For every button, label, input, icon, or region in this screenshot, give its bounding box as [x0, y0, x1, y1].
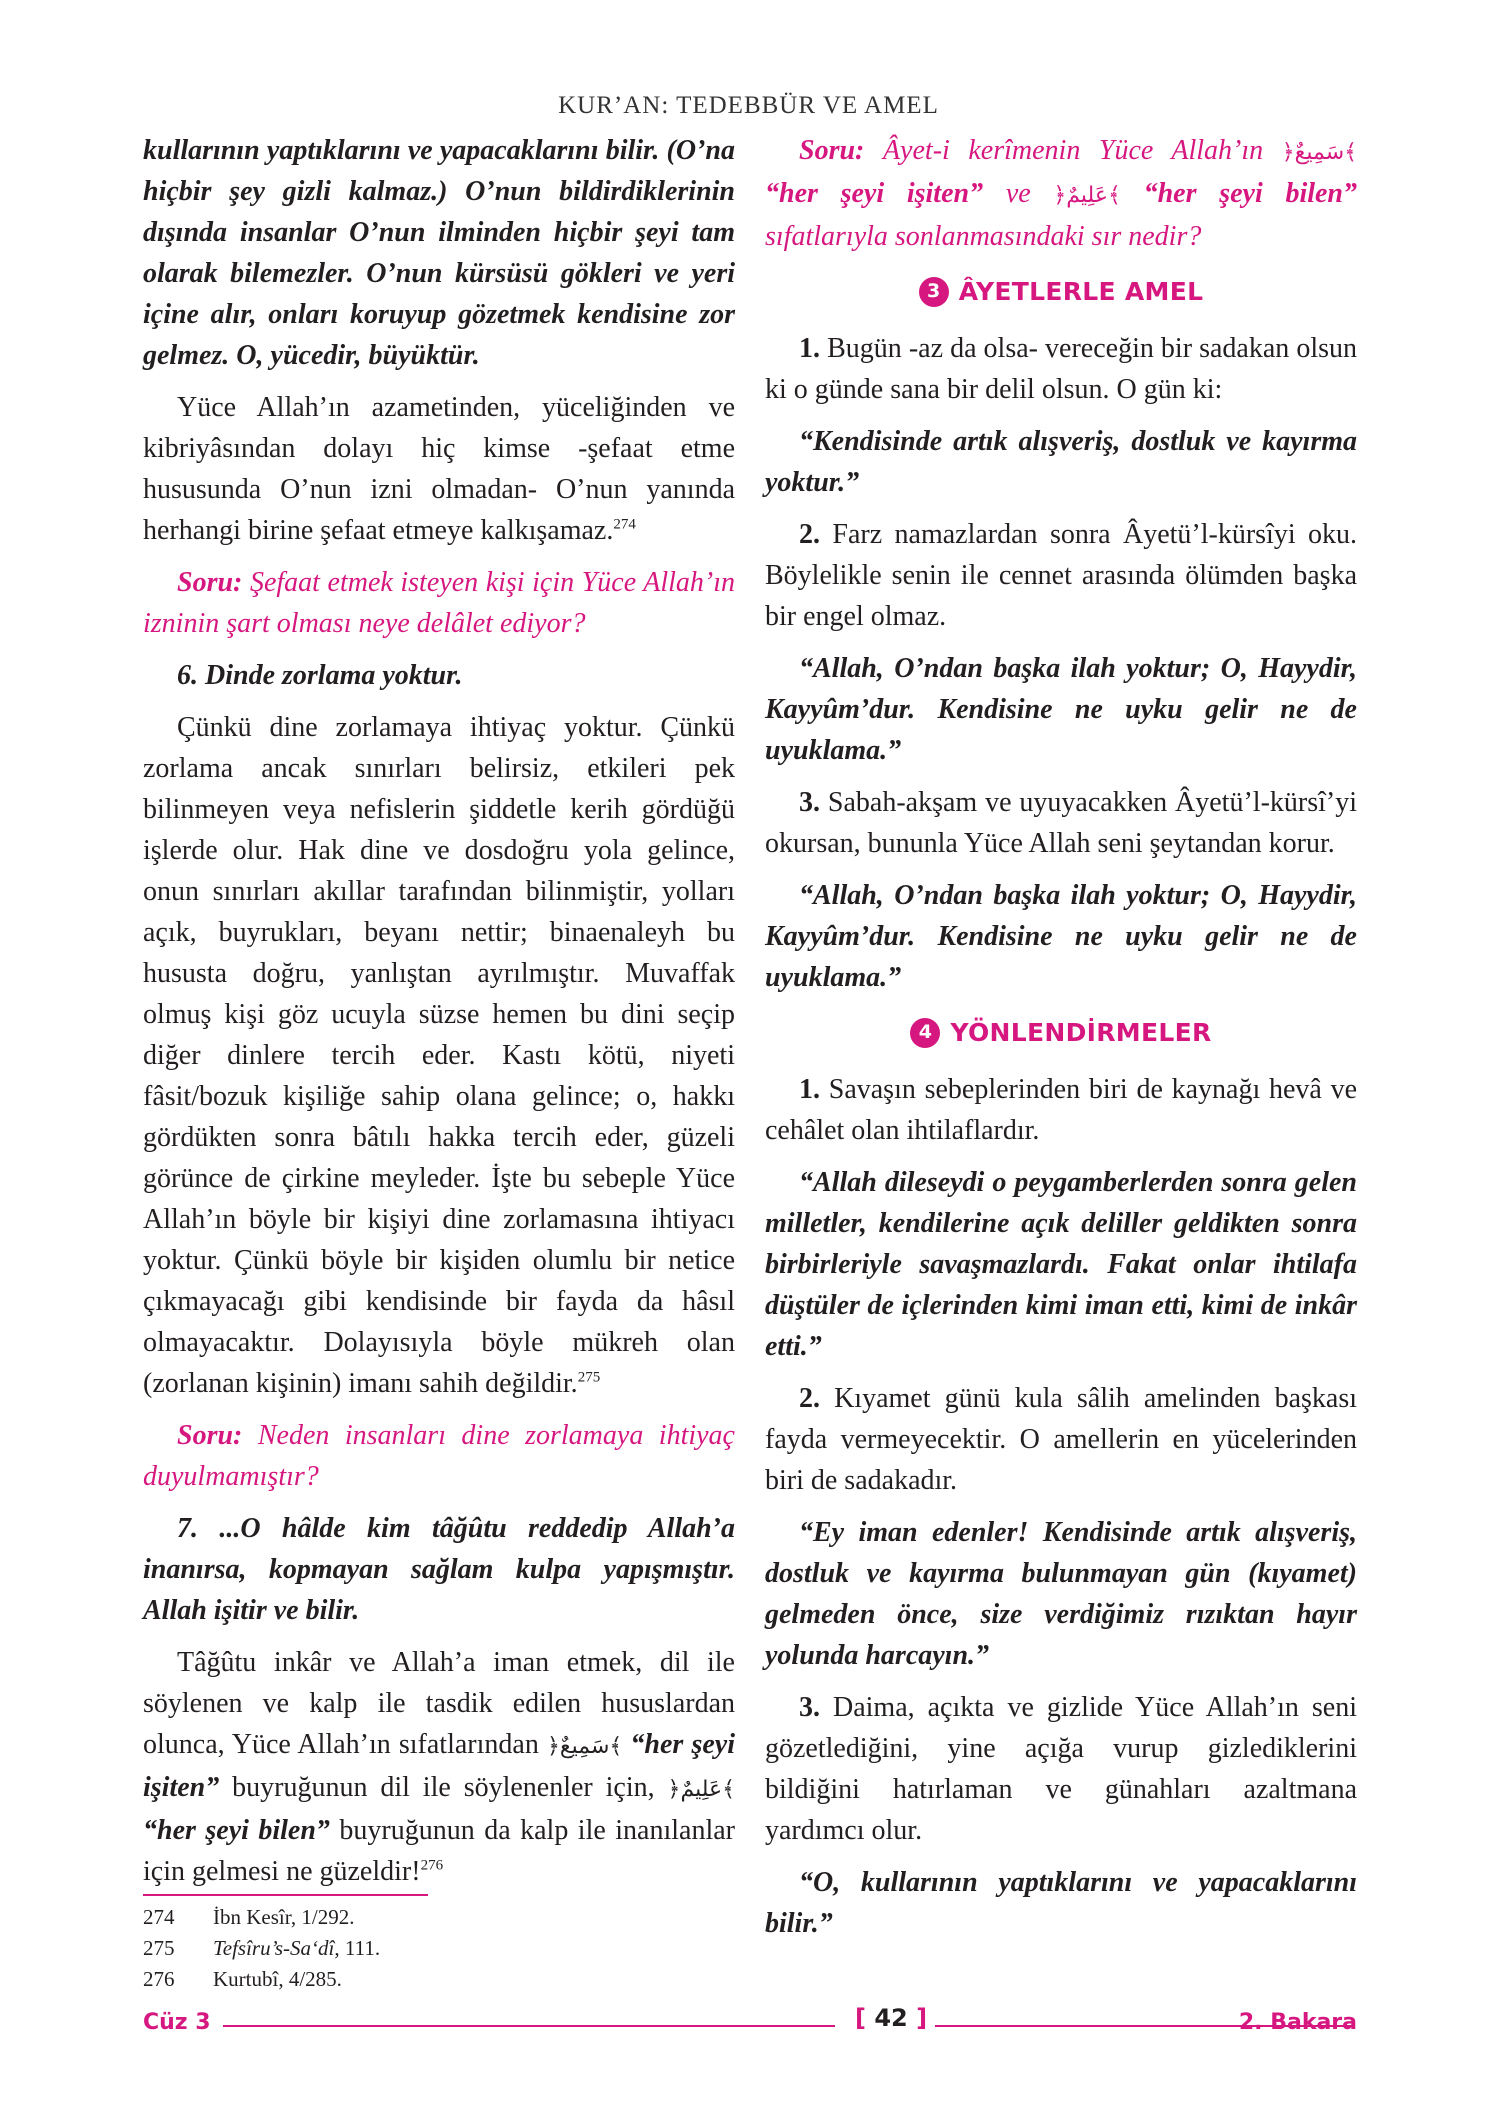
item-number: 3.	[799, 1692, 820, 1723]
heading-verse-7: 7. ...O hâlde kim tâğûtu reddedip Allah’a inanırsa, kopmayan sağlam kulpa yapışmıştır. Allah işitir ve bilir.	[143, 1513, 735, 1626]
footnote-text: Kurtubî, 4/285.	[213, 1967, 342, 1991]
question-attributes	[765, 130, 1357, 257]
paragraph-taghut	[143, 1642, 735, 1892]
phrase-knows-all: “her şeyi bilen”	[143, 1815, 330, 1846]
page-footer	[143, 2004, 1357, 2044]
paragraph-kursi-explanation: kullarının yaptıklarını ve yapacaklarını bilir. (O’na hiçbir şey gizli kalmaz.) O’nun bildirdiklerinin dışında insanlar O’nun ilminden hiçbir şeyi tam olarak bilemezler. O’nun kürsüsü gökleri ve yeri içine alır, onları koruyup gözetmek kendisine zor gelmez. O, yücedir, büyüktür.	[143, 135, 735, 371]
question-label: Soru:	[177, 1420, 243, 1451]
question-text: Neden insanları dine zorlamaya ihtiyaç duyulmamıştır?	[143, 1420, 735, 1492]
question-compulsion	[143, 1415, 735, 1497]
guidance-quote-1: “Allah dileseydi o peygamberlerden sonra gelen milletler, kendilerine açık deliller geldikten sonra birbirleriyle savaşmazlardı. Fakat onlar ihtilafa düştüler de içlerinden kimi iman etti, kimi de inkâr etti.”	[765, 1167, 1357, 1362]
item-number: 3.	[799, 787, 820, 818]
amel-quote-1: “Kendisinde artık alışveriş, dostluk ve kayırma yoktur.”	[765, 426, 1357, 498]
question-shafaat	[143, 562, 735, 644]
section-number-badge: 4	[910, 1018, 940, 1048]
arabic-samii: ﴿سَمِيعٌ﴾	[1281, 140, 1358, 165]
paragraph-taghut-text-a: Tâğûtu inkâr ve Allah’a iman etmek, dil ile söylenen ve kalp ile tasdik edilen hususlardan olunca, Yüce Allah’ın sıfatlarından	[143, 1647, 735, 1760]
guidance-item-3	[765, 1687, 1357, 1851]
amel-item-3	[765, 782, 1357, 864]
paragraph-taghut-text-c: buyruğunun dil ile söylenenler için,	[232, 1772, 655, 1803]
paragraph-no-compulsion	[143, 707, 735, 1404]
paragraph-no-compulsion-text: Çünkü dine zorlamaya ihtiyaç yoktur. Çünkü zorlama ancak sınırları belirsiz, etkileri pek bilinmeyen veya nefislerin şiddetle kerih gördüğü işlerde olur. Hak dine ve dosdoğru yola gelince, onun sınırları akıllar tarafından bilinmiştir, yolları açık, buyrukları, beyanı nettir; binaenaleyh bu hususta doğru, yanlıştan ayrılmıştır. Muvaffak olmuş kişi göz ucuyla süzse hemen bu dini seçip diğer dinlere tercih eder. Kastı kötü, niyeti fâsit/bozuk kişiliğe sahip olana gelince; o, hakkı gördükten sonra bâtılı hakka tercih eder, güzeli görünce de çirkine meyleder. İşte bu sebeple Yüce Allah’ın böyle bir kişiyi dine zorlamasına ihtiyacı yoktur. Çünkü böyle bir kişiden olumlu bir netice çıkmayacağı gibi kendisinde bir fayda da hâsıl olmayacaktır. Dolayısıyla böyle mükreh olan (zorlanan kişinin) imanı sahih değildir.	[143, 712, 735, 1399]
section-title: ÂYETLERLE AMEL	[958, 277, 1204, 306]
arabic-alim: ﴿عَلِيمٌ﴾	[667, 1777, 736, 1802]
paragraph-taghut-text-e: buyruğunun da kalp ile inanılanlar için gelmesi ne güzeldir!	[143, 1815, 735, 1887]
question-text-e: sıfatlarıyla sonlanmasındaki sır nedir?	[765, 221, 1202, 252]
guidance-item-2	[765, 1378, 1357, 1501]
footnote-274	[143, 1902, 380, 1933]
paragraph-shafaat	[143, 387, 735, 551]
footnote-275	[143, 1933, 380, 1964]
right-column	[765, 130, 1357, 1955]
item-text: Bugün -az da olsa- vereceğin bir sadakan olsun ki o günde sana bir delil olsun. O gün ki:	[765, 333, 1358, 405]
footnote-ref-275[interactable]: 275	[577, 1369, 601, 1386]
item-text: Sabah-akşam ve uyuyacakken Âyetü’l-kürsî’yi okursan, bununla Yüce Allah seni şeytandan korur.	[765, 787, 1357, 859]
heading-verse-6: 6. Dinde zorlama yoktur.	[177, 660, 463, 691]
footnote-text: İbn Kesîr, 1/292.	[213, 1905, 355, 1929]
footnote-divider	[143, 1894, 428, 1896]
guidance-quote-3: “O, kullarının yaptıklarını ve yapacaklarını bilir.”	[765, 1867, 1357, 1939]
phrase-hears-all: “her şeyi işiten”	[765, 178, 984, 209]
amel-item-2	[765, 514, 1357, 637]
footnote-number: 275	[143, 1936, 175, 1960]
amel-quote-2: “Allah, O’ndan başka ilah yoktur; O, Hayydir, Kayyûm’dur. Kendisine ne uyku gelir ne de uyuklama.”	[765, 653, 1357, 766]
guidance-quote-2: “Ey iman edenler! Kendisinde artık alışveriş, dostluk ve kayırma bulunmayan gün (kıyamet) gelmeden önce, size verdiğimiz rızıktan hayır yolunda harcayın.”	[765, 1517, 1357, 1671]
section-heading-ayetlerle-amel	[765, 271, 1357, 312]
item-text: Kıyamet günü kula sâlih amelinden başkası fayda vermeyecektir. O amellerin en yücelerinden biri de sadakadır.	[765, 1383, 1357, 1496]
footnote-ref-276[interactable]: 276	[420, 1857, 444, 1874]
left-column	[143, 130, 735, 1903]
footnote-rest: , 111.	[334, 1936, 381, 1960]
footnote-number: 276	[143, 1967, 175, 1991]
question-label: Soru:	[177, 567, 243, 598]
footnote-italic-title: Tefsîru’s-Sa‘dî	[213, 1936, 335, 1960]
juz-label: Cüz 3	[143, 2010, 211, 2035]
question-text-c: ve	[1005, 178, 1031, 209]
footnotes	[143, 1902, 380, 1995]
item-text: Farz namazlardan sonra Âyetü’l-kürsîyi oku. Böylelikle senin ile cennet arasında ölümden başka bir engel olmaz.	[765, 519, 1357, 632]
paragraph-shafaat-text: Yüce Allah’ın azametinden, yüceliğinden ve kibriyâsından dolayı hiç kimse -şefaat etme hususunda O’nun izni olmadan- O’nun yanında herhangi birine şefaat etmeye kalkışamaz.	[143, 392, 735, 546]
item-number: 1.	[799, 1074, 820, 1105]
section-number-badge: 3	[919, 277, 949, 307]
section-heading-yonlendirmeler	[765, 1012, 1357, 1053]
footnote-ref-274[interactable]: 274	[613, 516, 636, 533]
page-number-value: 42	[874, 2004, 908, 2032]
question-text: Şefaat etmek isteyen kişi için Yüce Allah’ın izninin şart olması neye delâlet ediyor?	[143, 567, 735, 639]
footer-rule-left	[223, 2025, 835, 2027]
footnote-276	[143, 1964, 380, 1995]
phrase-knows-all: “her şeyi bilen”	[1143, 178, 1358, 209]
item-number: 2.	[799, 1383, 820, 1414]
question-text-a: Âyet-i kerîmenin Yüce Allah’ın	[882, 135, 1264, 166]
footnote-number: 274	[143, 1905, 175, 1929]
section-title: YÖNLENDİRMELER	[950, 1018, 1212, 1047]
item-number: 2.	[799, 519, 820, 550]
phrase-hears-all: “her şeyi işiten”	[143, 1729, 735, 1803]
item-text: Savaşın sebeplerinden biri de kaynağı hevâ ve cehâlet olan ihtilaflardır.	[765, 1074, 1358, 1146]
amel-quote-3: “Allah, O’ndan başka ilah yoktur; O, Hayydir, Kayyûm’dur. Kendisine ne uyku gelir ne de uyuklama.”	[765, 880, 1357, 993]
arabic-alim: ﴿عَلِيمٌ﴾	[1053, 183, 1121, 208]
surah-label: 2. Bakara	[1238, 2010, 1357, 2035]
guidance-item-1	[765, 1069, 1357, 1151]
question-label: Soru:	[799, 135, 865, 166]
page-number	[855, 2004, 927, 2032]
footnote-text	[213, 1933, 380, 1964]
arabic-samii: ﴿سَمِيعٌ﴾	[546, 1734, 623, 1759]
page-bracket-close: ]	[916, 2004, 928, 2032]
item-text: Daima, açıkta ve gizlide Yüce Allah’ın seni gözetlediğini, yine açığa vurup gizlediklerini bildiğini hatırlaman ve günahları azaltmana yardımcı olur.	[765, 1692, 1357, 1846]
page-bracket-open: [	[855, 2004, 866, 2032]
item-number: 1.	[799, 333, 820, 364]
running-header: KUR’AN: TEDEBBÜR VE AMEL	[558, 92, 939, 119]
amel-item-1	[765, 328, 1357, 410]
